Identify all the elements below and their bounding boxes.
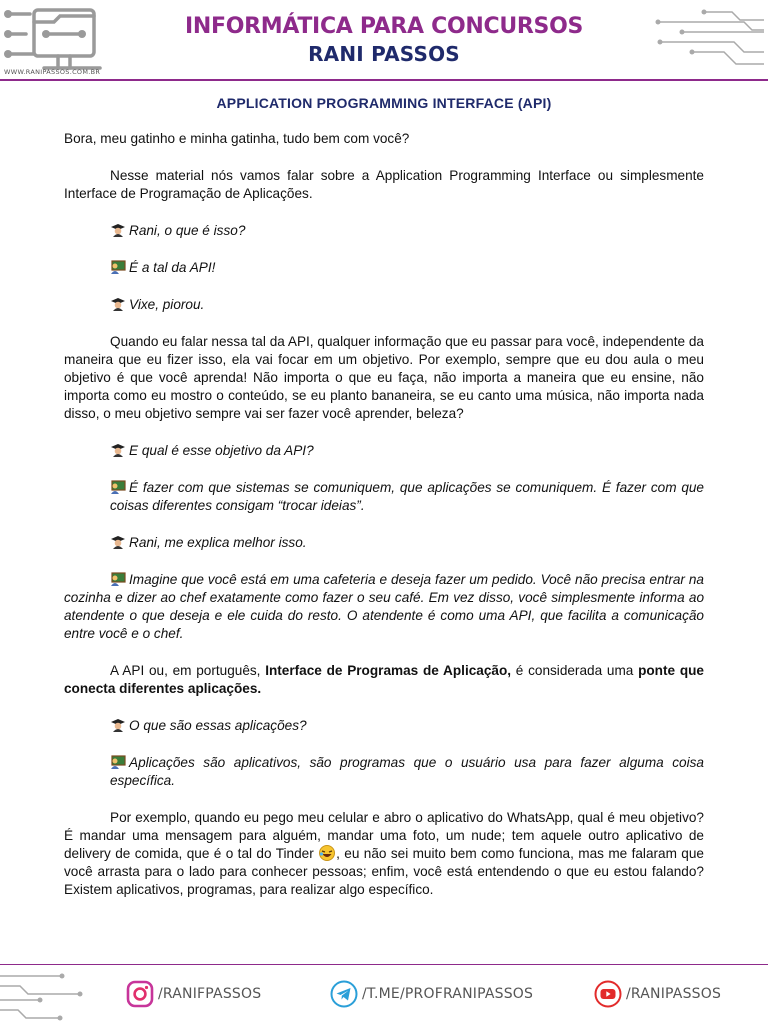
instagram-icon	[126, 980, 154, 1008]
youtube-link[interactable]: /RANIPASSOS	[594, 980, 721, 1008]
circuit-decoration-bottom	[0, 970, 96, 1022]
teacher-emoji-icon	[110, 480, 126, 494]
paragraph: Bora, meu gatinho e minha gatinha, tudo bem com você?	[64, 131, 410, 146]
telegram-icon	[330, 980, 358, 1008]
dialogue-teacher: Imagine que você está em uma cafeteria e deseja fazer um pedido. Você não precisa entrar na cozinha e dizer ao chef exatamente como fazer o seu café. Em vez disso, você simplesmente informa ao atendente o que deseja e ele cuida do resto. O atendente é como uma API, que facilita a comunicação entre você e o chef.	[64, 572, 704, 641]
student-emoji-icon	[110, 718, 126, 732]
student-emoji-icon	[110, 297, 126, 311]
teacher-emoji-icon	[110, 755, 126, 769]
dialogue-student: E qual é esse objetivo da API?	[110, 442, 704, 460]
header-subtitle: RANI PASSOS	[308, 42, 460, 66]
paragraph: Nesse material nós vamos falar sobre a Application Programming Interface ou simplesmente Interface de Programação de Aplicações.	[64, 168, 704, 201]
circuit-decoration-top	[652, 8, 764, 68]
document-title: APPLICATION PROGRAMMING INTERFACE (API)	[216, 95, 552, 111]
dialogue-student: O que são essas aplicações?	[110, 717, 704, 735]
website-url: WWW.RANIPASSOS.COM.BR	[4, 68, 101, 76]
laughing-emoji-icon	[318, 845, 336, 861]
footer-divider	[0, 964, 768, 965]
dialogue-teacher: É fazer com que sistemas se comuniquem, que aplicações se comuniquem. É fazer com que coisas diferentes consigam “trocar ideias”.	[110, 480, 704, 513]
dialogue-teacher: É a tal da API!	[110, 259, 704, 277]
dialogue-student: Rani, me explica melhor isso.	[110, 534, 704, 552]
telegram-link[interactable]: /T.ME/PROFRANIPASSOS	[330, 980, 533, 1008]
header-divider	[0, 79, 768, 81]
teacher-emoji-icon	[110, 260, 126, 274]
student-emoji-icon	[110, 535, 126, 549]
dialogue-student: Rani, o que é isso?	[110, 222, 704, 240]
student-emoji-icon	[110, 443, 126, 457]
youtube-icon	[594, 980, 622, 1008]
document-body	[64, 130, 704, 899]
header-title: INFORMÁTICA PARA CONCURSOS	[184, 14, 584, 39]
teacher-emoji-icon	[110, 572, 126, 586]
instagram-link[interactable]: /RANIFPASSOS	[126, 980, 261, 1008]
dialogue-teacher: Aplicações são aplicativos, são programas que o usuário usa para fazer alguma coisa específica.	[110, 755, 704, 788]
paragraph: A API ou, em português, Interface de Programas de Aplicação, é considerada uma ponte que conecta diferentes aplicações.	[64, 663, 704, 696]
paragraph: Por exemplo, quando eu pego meu celular e abro o aplicativo do WhatsApp, qual é meu objetivo? É mandar uma mensagem para alguém, mandar uma foto, um nude; tem aquele outro aplicativo de delivery de comida, que é o tal do Tinder , eu não sei muito bem como funciona, mas me falaram que você arrasta para o lado para conhecer pessoas; enfim, você está entendendo o que eu estou falando? Existem aplicativos, programas, para realizar algo específico.	[64, 810, 704, 897]
dialogue-student: Vixe, piorou.	[110, 296, 704, 314]
paragraph: Quando eu falar nessa tal da API, qualquer informação que eu passar para você, independente da maneira que eu fizer isso, ela vai focar em um objetivo. Por exemplo, sempre que eu dou aula o meu objetivo é que você aprenda! Não importa o que eu faça, não importa a maneira que eu ensine, não importa como eu mostro o conteúdo, se eu planto bananeira, se eu canto uma música, não importa nada disso, o meu objetivo sempre vai ser fazer você aprender, beleza?	[64, 334, 704, 421]
student-emoji-icon	[110, 223, 126, 237]
